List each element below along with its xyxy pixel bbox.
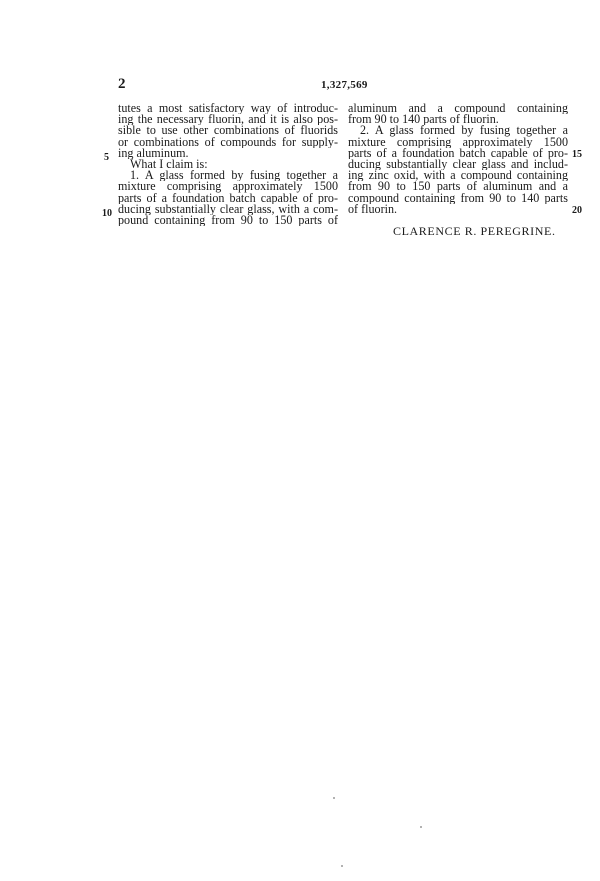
claims-intro: What I claim is: (130, 159, 208, 171)
text-line: from 90 to 140 parts of fluorin. (348, 114, 499, 126)
text-line: pound containing from 90 to 150 parts of (118, 215, 338, 227)
text-line: tutes a most satisfactory way of introduc- (118, 103, 338, 115)
text-line: mixture comprising approximately 1500 (118, 181, 338, 193)
claim-1-start: 1. A glass formed by fusing together a (130, 170, 338, 182)
margin-line-number: 5 (104, 152, 109, 163)
text-line: ducing substantially clear glass and includ- (348, 159, 568, 171)
claim-2-start: 2. A glass formed by fusing together a (360, 125, 568, 137)
margin-line-number: 15 (572, 149, 582, 160)
left-text-column (118, 103, 338, 226)
margin-line-number: 20 (572, 205, 582, 216)
patent-number: 1,327,569 (321, 79, 368, 91)
scan-speck (333, 797, 335, 799)
inventor-signature: CLARENCE R. PEREGRINE. (393, 224, 556, 238)
right-text-column (348, 103, 568, 215)
text-line: of fluorin. (348, 203, 398, 216)
text-line: ing aluminum. (118, 147, 189, 160)
text-line: ing zinc oxid, with a compound containing (348, 170, 568, 182)
text-line: aluminum and a compound containing (348, 103, 568, 115)
text-line: sible to use other combinations of fluorids (118, 125, 338, 137)
page-number: 2 (118, 76, 126, 92)
scan-speck (341, 865, 343, 867)
text-line: parts of a foundation batch capable of pro- (118, 192, 338, 204)
text-line: compound containing from 90 to 140 parts (348, 192, 568, 204)
text-line: ducing substantially clear glass, with a com- (118, 203, 338, 216)
scan-speck (420, 826, 422, 828)
text-line: parts of a foundation batch capable of pro- (348, 147, 568, 160)
text-line: mixture comprising approximately 1500 (348, 136, 568, 148)
text-line: or combinations of compounds for supply- (118, 136, 338, 148)
text-line: from 90 to 150 parts of aluminum and a (348, 181, 568, 193)
text-line: ing the necessary fluorin, and it is also pos- (118, 114, 338, 126)
margin-line-number: 10 (102, 208, 112, 219)
